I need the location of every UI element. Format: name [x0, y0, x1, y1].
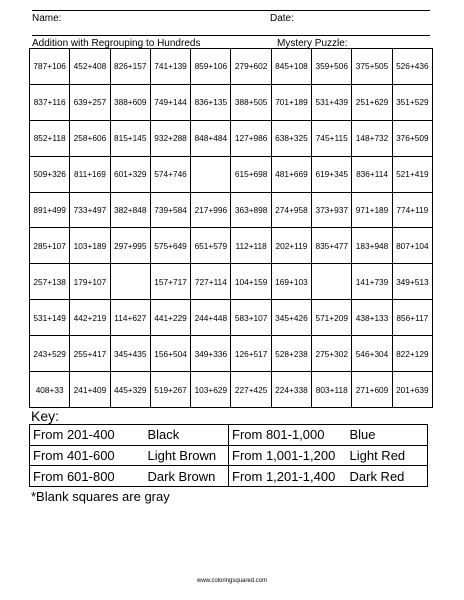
- grid-cell: 376+509: [392, 120, 432, 156]
- grid-cell: 822+129: [392, 336, 432, 372]
- grid-row: [30, 300, 433, 336]
- grid-cell: 103+629: [191, 372, 231, 408]
- grid-cell: 651+579: [191, 228, 231, 264]
- grid-cell: 382+848: [110, 192, 150, 228]
- grid-cell: [191, 156, 231, 192]
- problem-grid: [29, 48, 433, 408]
- grid-cell: 442+219: [70, 300, 110, 336]
- grid-row: [30, 192, 433, 228]
- grid-cell: 438+133: [352, 300, 392, 336]
- footer-url: www.coloringsquared.com: [196, 578, 268, 584]
- grid-cell: 852+118: [30, 120, 70, 156]
- grid-cell: 531+149: [30, 300, 70, 336]
- mystery-puzzle-label: Mystery Puzzle:: [277, 38, 348, 49]
- grid-cell: 148+732: [352, 120, 392, 156]
- grid-cell: 619+345: [312, 156, 352, 192]
- key-range: From 1,001-1,200: [229, 445, 347, 466]
- key-color: Dark Red: [347, 466, 428, 487]
- grid-cell: 243+529: [30, 336, 70, 372]
- grid-cell: 271+609: [352, 372, 392, 408]
- grid-cell: [312, 264, 352, 300]
- grid-row: [30, 84, 433, 120]
- grid-cell: 257+138: [30, 264, 70, 300]
- grid-cell: 452+408: [70, 49, 110, 85]
- grid-cell: 749+144: [150, 84, 190, 120]
- grid-cell: 891+499: [30, 192, 70, 228]
- grid-cell: 359+506: [312, 49, 352, 85]
- grid-row: [30, 336, 433, 372]
- key-color: Light Red: [347, 445, 428, 466]
- grid-cell: 217+996: [191, 192, 231, 228]
- grid-row: [30, 49, 433, 85]
- grid-cell: 739+584: [150, 192, 190, 228]
- key-color: Light Brown: [145, 445, 229, 466]
- grid-cell: 169+103: [271, 264, 311, 300]
- key-range: From 1,201-1,400: [229, 466, 347, 487]
- grid-cell: 546+304: [352, 336, 392, 372]
- grid-cell: 787+106: [30, 49, 70, 85]
- grid-cell: 224+338: [271, 372, 311, 408]
- grid-cell: 856+117: [392, 300, 432, 336]
- grid-cell: 807+104: [392, 228, 432, 264]
- grid-cell: 733+497: [70, 192, 110, 228]
- grid-cell: 388+505: [231, 84, 271, 120]
- key-label: Key:: [31, 408, 60, 424]
- grid-cell: 971+189: [352, 192, 392, 228]
- grid-row: [30, 372, 433, 408]
- grid-row: [30, 264, 433, 300]
- grid-cell: 156+504: [150, 336, 190, 372]
- grid-cell: 112+118: [231, 228, 271, 264]
- grid-cell: 701+189: [271, 84, 311, 120]
- grid-cell: 639+257: [70, 84, 110, 120]
- key-row: [30, 425, 428, 446]
- key-color: Dark Brown: [145, 466, 229, 487]
- grid-cell: 114+627: [110, 300, 150, 336]
- key-range: From 201-400: [30, 425, 145, 446]
- grid-cell: 774+119: [392, 192, 432, 228]
- grid-row: [30, 228, 433, 264]
- grid-cell: 745+115: [312, 120, 352, 156]
- grid-cell: 297+995: [110, 228, 150, 264]
- key-row: [30, 466, 428, 487]
- grid-cell: 836+114: [352, 156, 392, 192]
- grid-cell: 521+419: [392, 156, 432, 192]
- key-range: From 801-1,000: [229, 425, 347, 446]
- grid-cell: 574+746: [150, 156, 190, 192]
- date-label: Date:: [270, 13, 294, 24]
- grid-cell: 826+157: [110, 49, 150, 85]
- grid-cell: 528+238: [271, 336, 311, 372]
- grid-cell: 388+609: [110, 84, 150, 120]
- grid-cell: 345+435: [110, 336, 150, 372]
- key-row: [30, 445, 428, 466]
- grid-cell: 481+669: [271, 156, 311, 192]
- grid-cell: 202+119: [271, 228, 311, 264]
- grid-cell: 835+477: [312, 228, 352, 264]
- grid-cell: 741+139: [150, 49, 190, 85]
- key-range: From 601-800: [30, 466, 145, 487]
- grid-cell: 803+118: [312, 372, 352, 408]
- grid-cell: 141+739: [352, 264, 392, 300]
- grid-cell: 727+114: [191, 264, 231, 300]
- grid-cell: 375+505: [352, 49, 392, 85]
- grid-cell: 103+189: [70, 228, 110, 264]
- grid-cell: 815+145: [110, 120, 150, 156]
- grid-cell: 183+948: [352, 228, 392, 264]
- blank-squares-note: *Blank squares are gray: [31, 489, 170, 504]
- grid-cell: 349+336: [191, 336, 231, 372]
- grid-cell: 126+517: [231, 336, 271, 372]
- grid-cell: 811+169: [70, 156, 110, 192]
- grid-cell: 571+209: [312, 300, 352, 336]
- key-color: Blue: [347, 425, 428, 446]
- grid-cell: 179+107: [70, 264, 110, 300]
- grid-cell: 509+326: [30, 156, 70, 192]
- header-rule: [32, 10, 430, 11]
- grid-cell: 445+329: [110, 372, 150, 408]
- grid-row: [30, 120, 433, 156]
- grid-cell: 837+116: [30, 84, 70, 120]
- grid-cell: 255+417: [70, 336, 110, 372]
- worksheet-title: Addition with Regrouping to Hundreds: [32, 38, 201, 49]
- grid-cell: 244+448: [191, 300, 231, 336]
- grid-cell: 251+629: [352, 84, 392, 120]
- grid-cell: 848+484: [191, 120, 231, 156]
- grid-cell: 638+325: [271, 120, 311, 156]
- grid-cell: 363+898: [231, 192, 271, 228]
- grid-cell: 615+698: [231, 156, 271, 192]
- grid-cell: 575+649: [150, 228, 190, 264]
- grid-cell: 531+439: [312, 84, 352, 120]
- key-range: From 401-600: [30, 445, 145, 466]
- grid-cell: 351+529: [392, 84, 432, 120]
- grid-cell: 285+107: [30, 228, 70, 264]
- grid-cell: 279+602: [231, 49, 271, 85]
- grid-row: [30, 156, 433, 192]
- grid-cell: 157+717: [150, 264, 190, 300]
- grid-cell: 345+426: [271, 300, 311, 336]
- grid-cell: 519+267: [150, 372, 190, 408]
- grid-cell: 275+302: [312, 336, 352, 372]
- grid-cell: 274+958: [271, 192, 311, 228]
- grid-cell: 258+606: [70, 120, 110, 156]
- grid-cell: 227+425: [231, 372, 271, 408]
- grid-cell: 127+986: [231, 120, 271, 156]
- grid-cell: 845+108: [271, 49, 311, 85]
- name-label: Name:: [32, 13, 62, 24]
- grid-cell: [110, 264, 150, 300]
- color-key: [29, 424, 428, 487]
- grid-cell: 932+288: [150, 120, 190, 156]
- grid-cell: 349+513: [392, 264, 432, 300]
- grid-cell: 441+229: [150, 300, 190, 336]
- title-rule: [32, 35, 430, 36]
- grid-cell: 526+436: [392, 49, 432, 85]
- grid-cell: 583+107: [231, 300, 271, 336]
- grid-cell: 836+135: [191, 84, 231, 120]
- key-color: Black: [145, 425, 229, 446]
- grid-cell: 859+106: [191, 49, 231, 85]
- grid-cell: 201+639: [392, 372, 432, 408]
- grid-cell: 408+33: [30, 372, 70, 408]
- grid-cell: 104+159: [231, 264, 271, 300]
- grid-cell: 373+937: [312, 192, 352, 228]
- grid-cell: 601+329: [110, 156, 150, 192]
- grid-cell: 241+409: [70, 372, 110, 408]
